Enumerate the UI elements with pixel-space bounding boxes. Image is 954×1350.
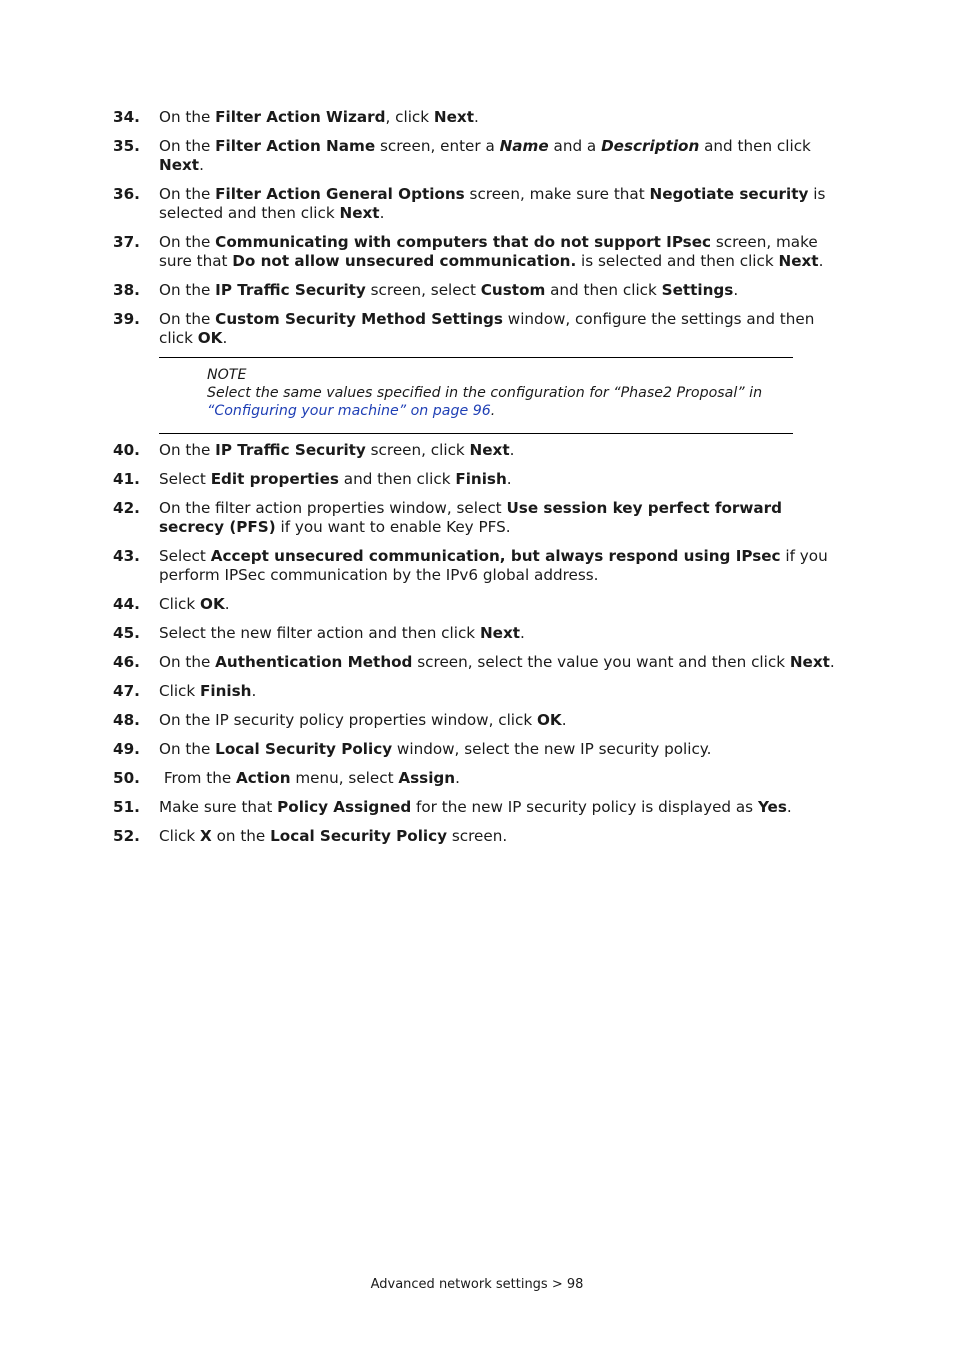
step-emphasis: Name (499, 137, 549, 155)
step-text-segment: . (379, 204, 385, 222)
page-footer: Advanced network settings > 98 (370, 1277, 584, 1292)
step-emphasis: Next (778, 252, 819, 270)
step-emphasis: Next (433, 108, 474, 126)
note-text (207, 384, 793, 420)
step-number: 48. (113, 711, 140, 729)
step-text-segment: if you perform IPSec communication by the IPv6 global address. (159, 547, 833, 584)
step-text-segment: . (561, 711, 567, 729)
step-item (113, 137, 843, 175)
step-text-segment: on the (211, 827, 271, 845)
step-text-segment: . (473, 108, 479, 126)
step-item (113, 769, 843, 788)
step-text-segment: On the (159, 441, 216, 459)
step-item (113, 624, 843, 643)
step-text-segment: . (786, 798, 792, 816)
step-text-segment: Select (159, 547, 211, 565)
step-item (113, 233, 843, 271)
step-emphasis: Next (339, 204, 380, 222)
step-number: 46. (113, 653, 140, 671)
step-number: 41. (113, 470, 140, 488)
note-box (159, 357, 793, 434)
step-text-segment: . (733, 281, 739, 299)
step-emphasis: Authentication Method (215, 653, 413, 671)
step-text-segment: is selected and then click (576, 252, 779, 270)
step-emphasis: Communicating with computers that do not support IPsec (215, 233, 712, 251)
step-text-segment: . (251, 682, 257, 700)
step-emphasis: Finish (200, 682, 252, 700)
step-text-segment: From the (159, 769, 237, 787)
step-emphasis: Assign (398, 769, 456, 787)
step-text-segment: On the filter action properties window, select (159, 499, 507, 517)
step-emphasis: Filter Action Wizard (215, 108, 386, 126)
step-text-segment: Click (159, 827, 201, 845)
step-text (159, 740, 843, 759)
step-number: 36. (113, 185, 140, 203)
step-item (113, 682, 843, 701)
step-text-segment: . (199, 156, 204, 174)
step-text (159, 711, 843, 730)
step-emphasis: OK (197, 329, 223, 347)
step-text-segment: . (506, 470, 512, 488)
step-text-segment: is selected and then click (159, 185, 831, 222)
step-text-segment: On the (159, 233, 216, 251)
step-number: 44. (113, 595, 140, 613)
step-text-segment: On the (159, 740, 216, 758)
step-item (113, 310, 843, 348)
step-number: 38. (113, 281, 140, 299)
step-emphasis: Settings (661, 281, 734, 299)
step-text (159, 798, 843, 817)
note-text-before-link: Select the same values specified in the configuration for “Phase2 Proposal” in (207, 385, 763, 401)
step-number: 50. (113, 769, 140, 787)
step-text-segment: and a (548, 137, 602, 155)
step-text-segment: window, configure the settings and then click (159, 310, 820, 347)
step-number: 43. (113, 547, 140, 565)
step-text-segment: screen, select the value you want and then click (412, 653, 790, 671)
step-emphasis: Local Security Policy (270, 827, 448, 845)
step-text (159, 470, 843, 489)
step-emphasis: Custom Security Method Settings (215, 310, 503, 328)
step-text-segment: for the new IP security policy is displayed as (411, 798, 758, 816)
step-text-segment: Make sure that (159, 798, 278, 816)
step-number: 40. (113, 441, 140, 459)
step-text (159, 624, 843, 643)
note-heading: NOTE (207, 367, 247, 383)
step-emphasis: Filter Action General Options (215, 185, 465, 203)
step-text-segment: if you want to enable Key PFS. (275, 518, 511, 536)
step-emphasis: OK (200, 595, 225, 613)
step-text-segment: On the IP security policy properties window, click (159, 711, 537, 729)
step-emphasis: Yes (757, 798, 787, 816)
step-text (159, 310, 843, 348)
step-emphasis: OK (537, 711, 562, 729)
step-emphasis: Custom (480, 281, 546, 299)
step-text-segment: screen, make sure that (159, 233, 823, 270)
step-text-segment: screen, select (365, 281, 481, 299)
step-item (113, 499, 843, 537)
step-emphasis: Next (159, 156, 200, 174)
step-text-segment: . (455, 769, 460, 787)
procedure-steps (113, 108, 843, 856)
step-text-segment: On the (159, 653, 216, 671)
step-item (113, 827, 843, 846)
step-text (159, 499, 843, 537)
step-text (159, 233, 843, 271)
step-item (113, 711, 843, 730)
step-text-segment: screen. (447, 827, 508, 845)
note-link[interactable]: “Configuring your machine” on page 96 (207, 403, 491, 419)
step-number: 37. (113, 233, 140, 251)
step-text-segment: On the (159, 137, 216, 155)
step-item (113, 281, 843, 300)
step-emphasis: Next (789, 653, 830, 671)
step-text (159, 281, 843, 300)
step-number: 45. (113, 624, 140, 642)
step-text-segment: Click (159, 595, 201, 613)
step-text-segment: screen, enter a (375, 137, 500, 155)
step-text-segment: screen, make sure that (464, 185, 650, 203)
step-text (159, 137, 843, 175)
step-emphasis: IP Traffic Security (215, 441, 366, 459)
step-text (159, 769, 843, 788)
step-emphasis: X (200, 827, 212, 845)
step-item (113, 595, 843, 614)
step-text (159, 547, 843, 585)
step-text-segment: and then click (699, 137, 816, 155)
step-text-segment: Click (159, 682, 201, 700)
step-number: 52. (113, 827, 140, 845)
step-text (159, 108, 843, 127)
step-emphasis: Next (469, 441, 510, 459)
step-emphasis: Next (479, 624, 521, 642)
step-text-segment: . (818, 252, 824, 270)
step-text-segment: Select (159, 470, 211, 488)
step-emphasis: IP Traffic Security (215, 281, 366, 299)
step-emphasis: Action (236, 769, 291, 787)
step-item (113, 441, 843, 460)
step-emphasis: Accept unsecured communication, but always respond using IPsec (210, 547, 781, 565)
step-text (159, 185, 843, 223)
step-item (113, 108, 843, 127)
step-text-segment: Select the new filter action and then click (159, 624, 480, 642)
step-text-segment: On the (159, 185, 216, 203)
step-emphasis: Local Security Policy (215, 740, 393, 758)
note-text-after-link: . (490, 403, 496, 419)
step-emphasis: Filter Action Name (215, 137, 376, 155)
step-number: 51. (113, 798, 140, 816)
step-text (159, 441, 843, 460)
step-emphasis: Edit properties (210, 470, 339, 488)
step-number: 39. (113, 310, 140, 328)
step-item (113, 185, 843, 223)
step-number: 47. (113, 682, 140, 700)
step-text-segment: . (222, 329, 228, 347)
step-text-segment: and then click (545, 281, 662, 299)
step-text-segment: . (520, 624, 525, 642)
step-text-segment: . (509, 441, 515, 459)
step-emphasis: Do not allow unsecured communication. (232, 252, 577, 270)
step-text-segment: On the (159, 108, 216, 126)
step-item (113, 798, 843, 817)
step-item (113, 547, 843, 585)
step-text (159, 682, 843, 701)
step-emphasis: Policy Assigned (277, 798, 412, 816)
step-number: 42. (113, 499, 140, 517)
step-text-segment: On the (159, 310, 216, 328)
step-number: 35. (113, 137, 140, 155)
step-text-segment: screen, click (365, 441, 470, 459)
step-item (113, 470, 843, 489)
step-emphasis: Finish (455, 470, 507, 488)
step-text (159, 595, 843, 614)
step-text-segment: menu, select (290, 769, 399, 787)
step-text-segment: window, select the new IP security policy. (392, 740, 712, 758)
step-text-segment: , click (385, 108, 434, 126)
step-number: 49. (113, 740, 140, 758)
step-item (113, 653, 843, 672)
step-text-segment: . (829, 653, 835, 671)
step-text (159, 827, 843, 846)
step-text-segment: and then click (338, 470, 456, 488)
step-item (113, 740, 843, 759)
step-text (159, 653, 843, 672)
step-text-segment: On the (159, 281, 216, 299)
step-number: 34. (113, 108, 140, 126)
step-text-segment: . (224, 595, 230, 613)
step-emphasis: Negotiate security (649, 185, 809, 203)
step-emphasis: Description (601, 137, 700, 155)
step-emphasis: Use session key perfect forward secrecy (PFS) (159, 499, 788, 536)
